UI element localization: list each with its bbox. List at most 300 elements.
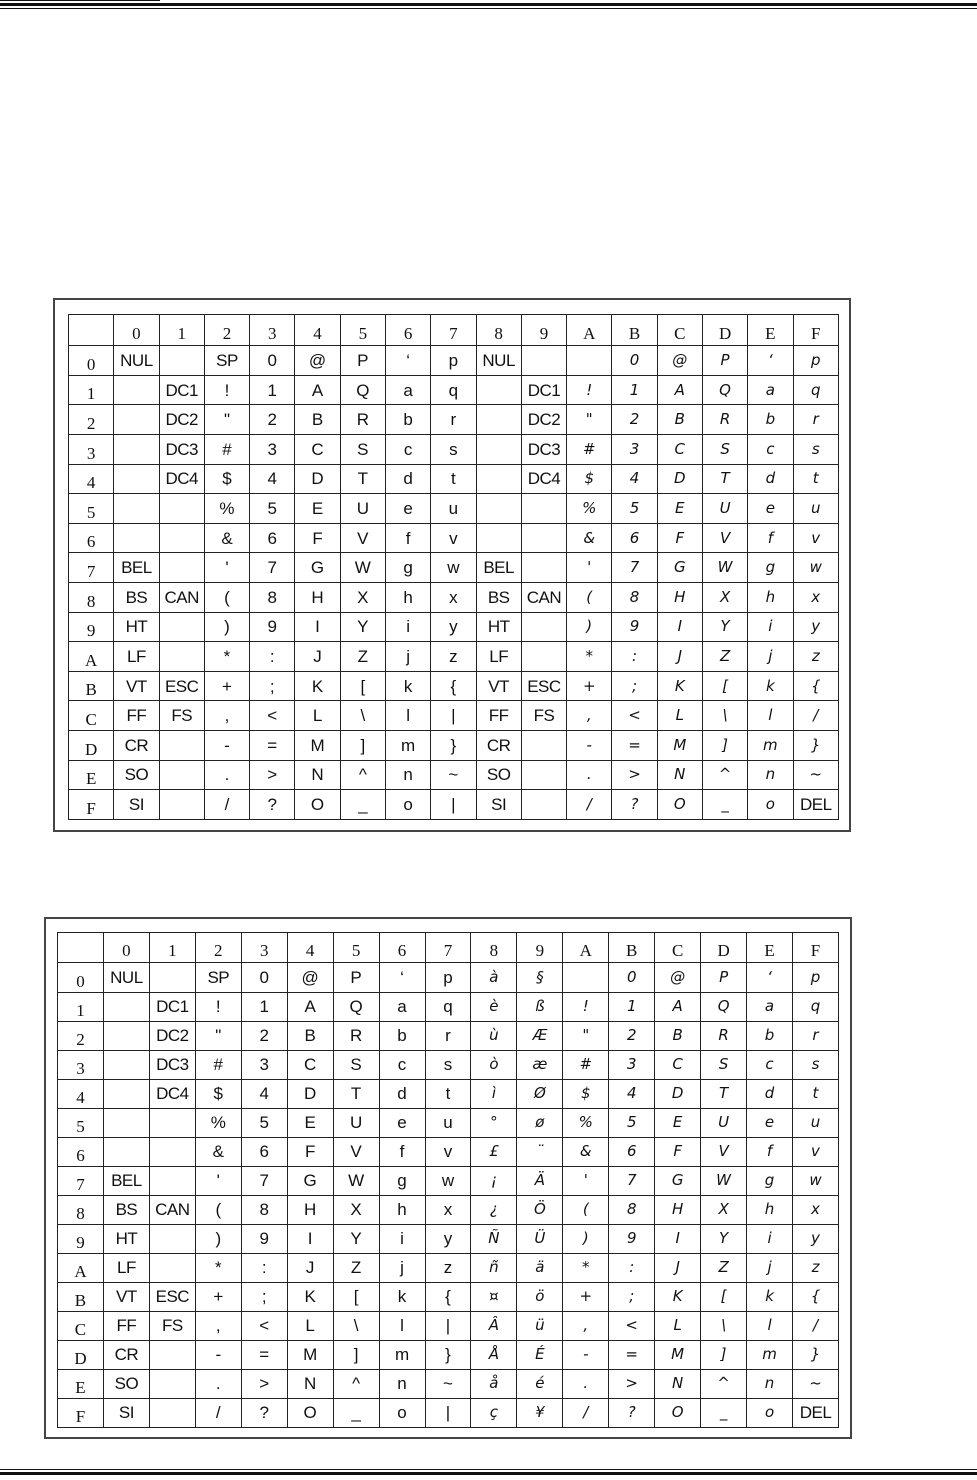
- table-cell: E: [295, 494, 340, 524]
- table-cell: [114, 523, 159, 553]
- table-cell: U: [340, 494, 385, 524]
- table-cell: #: [195, 1050, 241, 1079]
- table-row: [58, 1021, 839, 1050]
- table-cell: [: [333, 1282, 379, 1311]
- table-cell: 7: [612, 553, 657, 583]
- table-cell: [: [702, 671, 747, 701]
- table-cell: HT: [103, 1224, 149, 1253]
- table-cell: i: [385, 612, 430, 642]
- table-cell: [114, 375, 159, 405]
- table-cell: S: [340, 434, 385, 464]
- table-cell: Æ: [517, 1021, 563, 1050]
- table-cell: ^: [333, 1369, 379, 1398]
- table-cell: [159, 642, 204, 672]
- table-cell: p: [793, 963, 839, 992]
- table-cell: è: [471, 992, 517, 1021]
- table-cell: [149, 1398, 195, 1427]
- table-cell: |: [425, 1398, 471, 1427]
- table-cell: L: [655, 1311, 701, 1340]
- table-cell: v: [793, 1137, 839, 1166]
- table-cell: X: [340, 582, 385, 612]
- table-cell: DC2: [521, 405, 566, 435]
- table-cell: \: [702, 701, 747, 731]
- row-header: F: [58, 1398, 104, 1427]
- table-cell: M: [287, 1340, 333, 1369]
- table-cell: 8: [241, 1195, 287, 1224]
- table-cell: q: [793, 992, 839, 1021]
- table-cell: ESC: [149, 1282, 195, 1311]
- table-cell: K: [295, 671, 340, 701]
- row-header: 7: [69, 553, 114, 583]
- row-header: C: [69, 701, 114, 731]
- table-cell: K: [655, 1282, 701, 1311]
- row-header: E: [58, 1369, 104, 1398]
- table-cell: :: [250, 642, 295, 672]
- table-cell: G: [657, 553, 702, 583]
- table-cell: #: [563, 1050, 609, 1079]
- table-cell: 9: [609, 1224, 655, 1253]
- table-cell: Q: [702, 375, 747, 405]
- table-cell: y: [431, 612, 476, 642]
- table-cell: k: [379, 1282, 425, 1311]
- table-row: [58, 1311, 839, 1340]
- table-cell: ?: [609, 1398, 655, 1427]
- table-cell: u: [431, 494, 476, 524]
- table-cell: [159, 760, 204, 790]
- table-cell: [476, 375, 521, 405]
- table-cell: d: [748, 464, 793, 494]
- table-cell: S: [701, 1050, 747, 1079]
- table-cell: ': [204, 553, 249, 583]
- table-cell: (: [204, 582, 249, 612]
- row-header: 7: [58, 1166, 104, 1195]
- table-cell: (: [195, 1195, 241, 1224]
- table-cell: NUL: [114, 346, 159, 376]
- table-cell: /: [204, 790, 249, 820]
- row-header: A: [58, 1253, 104, 1282]
- table-cell: [159, 346, 204, 376]
- row-header: 4: [69, 464, 114, 494]
- table-cell: [476, 434, 521, 464]
- table-cell: p: [425, 963, 471, 992]
- table-cell: ): [204, 612, 249, 642]
- table-cell: DEL: [793, 1398, 839, 1427]
- table-cell: 3: [241, 1050, 287, 1079]
- table-cell: F: [287, 1137, 333, 1166]
- table-cell: 1: [612, 375, 657, 405]
- table-cell: ;: [609, 1282, 655, 1311]
- table-cell: 3: [612, 434, 657, 464]
- table-cell: !: [563, 992, 609, 1021]
- table-cell: W: [701, 1166, 747, 1195]
- column-header: 3: [250, 315, 295, 346]
- table-cell: ?: [250, 790, 295, 820]
- row-header: 9: [58, 1224, 104, 1253]
- table-cell: .: [567, 760, 612, 790]
- table-cell: 2: [612, 405, 657, 435]
- table-cell: 6: [250, 523, 295, 553]
- table-cell: [103, 1079, 149, 1108]
- table-row: [58, 1137, 839, 1166]
- corner-cell: [58, 933, 104, 963]
- table-cell: a: [379, 992, 425, 1021]
- table-cell: [521, 494, 566, 524]
- row-header: 0: [58, 963, 104, 992]
- table-cell: <: [612, 701, 657, 731]
- table-row: [58, 1166, 839, 1195]
- table-cell: [149, 1137, 195, 1166]
- table-cell: q: [793, 375, 839, 405]
- table-cell: B: [655, 1021, 701, 1050]
- table-cell: [114, 434, 159, 464]
- table-cell: -: [195, 1340, 241, 1369]
- table-cell: ~: [793, 760, 839, 790]
- table-cell: 0: [250, 346, 295, 376]
- column-header: C: [655, 933, 701, 963]
- row-header: 6: [69, 523, 114, 553]
- table-cell: CR: [103, 1340, 149, 1369]
- table-cell: >: [241, 1369, 287, 1398]
- table-cell: [103, 992, 149, 1021]
- table-row: [58, 1050, 839, 1079]
- table-row: [69, 671, 839, 701]
- table-cell: DC2: [149, 1021, 195, 1050]
- table-cell: G: [295, 553, 340, 583]
- table-cell: DC1: [159, 375, 204, 405]
- table-cell: o: [747, 1398, 793, 1427]
- table-cell: G: [655, 1166, 701, 1195]
- table-cell: BS: [476, 582, 521, 612]
- table-cell: w: [793, 553, 839, 583]
- table-cell: l: [748, 701, 793, 731]
- table-cell: [567, 346, 612, 376]
- table-cell: U: [333, 1108, 379, 1137]
- table-cell: DC2: [159, 405, 204, 435]
- table-cell: 5: [612, 494, 657, 524]
- table-cell: +: [563, 1282, 609, 1311]
- column-header: 9: [521, 315, 566, 346]
- table-cell: &: [567, 523, 612, 553]
- table-cell: 8: [250, 582, 295, 612]
- table-cell: -: [204, 731, 249, 761]
- table-cell: %: [204, 494, 249, 524]
- table-cell: É: [517, 1340, 563, 1369]
- table-cell: BS: [114, 582, 159, 612]
- table-cell: [149, 1253, 195, 1282]
- table-cell: x: [793, 582, 839, 612]
- table-cell: ,: [567, 701, 612, 731]
- table-cell: h: [747, 1195, 793, 1224]
- table-cell: H: [287, 1195, 333, 1224]
- table-cell: SP: [195, 963, 241, 992]
- table-cell: SI: [103, 1398, 149, 1427]
- table-row: [69, 701, 839, 731]
- table-cell: LF: [103, 1253, 149, 1282]
- table-cell: m: [747, 1340, 793, 1369]
- table-cell: 7: [250, 553, 295, 583]
- table-cell: !: [195, 992, 241, 1021]
- table-cell: [149, 1224, 195, 1253]
- table-cell: 6: [612, 523, 657, 553]
- table-cell: 7: [241, 1166, 287, 1195]
- table-cell: ‘: [385, 346, 430, 376]
- table-cell: [476, 405, 521, 435]
- table-cell: A: [657, 375, 702, 405]
- table-cell: [: [701, 1282, 747, 1311]
- table-cell: d: [379, 1079, 425, 1108]
- column-header: 1: [149, 933, 195, 963]
- table-cell: o: [379, 1398, 425, 1427]
- column-header: B: [612, 315, 657, 346]
- table-cell: i: [747, 1224, 793, 1253]
- table-cell: ;: [612, 671, 657, 701]
- table-cell: [563, 963, 609, 992]
- table-cell: v: [793, 523, 839, 553]
- table-cell: [521, 346, 566, 376]
- table-cell: ): [563, 1224, 609, 1253]
- table-cell: ": [204, 405, 249, 435]
- table-cell: O: [655, 1398, 701, 1427]
- table-cell: ~: [431, 760, 476, 790]
- table-cell: w: [793, 1166, 839, 1195]
- table-cell: [521, 612, 566, 642]
- table-cell: U: [702, 494, 747, 524]
- row-header: D: [58, 1340, 104, 1369]
- table-row: [69, 523, 839, 553]
- table-cell: 4: [250, 464, 295, 494]
- table-cell: y: [425, 1224, 471, 1253]
- column-header: D: [702, 315, 747, 346]
- table-cell: y: [793, 1224, 839, 1253]
- column-header: 5: [333, 933, 379, 963]
- table-row: [58, 1369, 839, 1398]
- table-cell: f: [379, 1137, 425, 1166]
- table-cell: R: [340, 405, 385, 435]
- table-cell: DC3: [521, 434, 566, 464]
- table-cell: ¿: [471, 1195, 517, 1224]
- table-cell: B: [287, 1021, 333, 1050]
- table-cell: +: [567, 671, 612, 701]
- table-cell: [149, 1166, 195, 1195]
- table-row: [58, 1398, 839, 1427]
- table-cell: k: [748, 671, 793, 701]
- table-cell: P: [333, 963, 379, 992]
- table-cell: D: [657, 464, 702, 494]
- table-cell: [149, 1369, 195, 1398]
- table-cell: u: [425, 1108, 471, 1137]
- column-header: C: [657, 315, 702, 346]
- table-cell: t: [793, 1079, 839, 1108]
- table-row: [58, 1195, 839, 1224]
- table-cell: .: [195, 1369, 241, 1398]
- column-header: 4: [295, 315, 340, 346]
- table-cell: =: [250, 731, 295, 761]
- column-header: D: [701, 933, 747, 963]
- column-header: F: [793, 315, 839, 346]
- table-cell: [149, 963, 195, 992]
- table-cell: M: [657, 731, 702, 761]
- table-cell: {: [793, 1282, 839, 1311]
- table-cell: V: [701, 1137, 747, 1166]
- table-cell: b: [385, 405, 430, 435]
- table-cell: ‘: [379, 963, 425, 992]
- table-cell: SO: [103, 1369, 149, 1398]
- table-cell: VT: [103, 1282, 149, 1311]
- table-cell: ": [567, 405, 612, 435]
- table-cell: @: [655, 963, 701, 992]
- table-cell: 2: [609, 1021, 655, 1050]
- table-cell: DC4: [149, 1079, 195, 1108]
- table-cell: @: [657, 346, 702, 376]
- table-cell: A: [655, 992, 701, 1021]
- table-cell: C: [655, 1050, 701, 1079]
- table-cell: c: [379, 1050, 425, 1079]
- table-cell: J: [657, 642, 702, 672]
- table-cell: [159, 790, 204, 820]
- table-row: [58, 1340, 839, 1369]
- table-row: [58, 1282, 839, 1311]
- table-cell: ü: [517, 1311, 563, 1340]
- table-cell: BEL: [103, 1166, 149, 1195]
- column-header: 4: [287, 933, 333, 963]
- header-rule-thick: [0, 3, 977, 6]
- column-header: 9: [517, 933, 563, 963]
- table-cell: C: [657, 434, 702, 464]
- table-cell: L: [287, 1311, 333, 1340]
- column-header: 6: [385, 315, 430, 346]
- row-header: 5: [58, 1108, 104, 1137]
- table-cell: BEL: [476, 553, 521, 583]
- table-cell: _: [701, 1398, 747, 1427]
- table-cell: D: [295, 464, 340, 494]
- table-cell: SI: [114, 790, 159, 820]
- table-cell: T: [701, 1079, 747, 1108]
- table-cell: ESC: [521, 671, 566, 701]
- table-cell: Ü: [517, 1224, 563, 1253]
- table-cell: G: [287, 1166, 333, 1195]
- table-cell: =: [612, 731, 657, 761]
- table-cell: DC1: [521, 375, 566, 405]
- table-cell: ]: [701, 1340, 747, 1369]
- table-cell: Z: [701, 1253, 747, 1282]
- row-header: 9: [69, 612, 114, 642]
- table-cell: 1: [609, 992, 655, 1021]
- table-cell: <: [609, 1311, 655, 1340]
- table-cell: I: [295, 612, 340, 642]
- table-cell: X: [333, 1195, 379, 1224]
- table-cell: X: [701, 1195, 747, 1224]
- row-header: 2: [69, 405, 114, 435]
- table-cell: R: [701, 1021, 747, 1050]
- table-cell: %: [195, 1108, 241, 1137]
- table-cell: [476, 494, 521, 524]
- row-header: 8: [69, 582, 114, 612]
- table-cell: d: [385, 464, 430, 494]
- table-row: [69, 582, 839, 612]
- table-cell: v: [431, 523, 476, 553]
- table-cell: (: [567, 582, 612, 612]
- table-cell: ': [563, 1166, 609, 1195]
- row-header: 2: [58, 1021, 104, 1050]
- table-cell: \: [701, 1311, 747, 1340]
- table-cell: 2: [250, 405, 295, 435]
- table-cell: CR: [114, 731, 159, 761]
- table-cell: w: [425, 1166, 471, 1195]
- table-row: [69, 760, 839, 790]
- table-cell: L: [657, 701, 702, 731]
- table-cell: J: [655, 1253, 701, 1282]
- table-cell: Z: [340, 642, 385, 672]
- table-cell: ): [567, 612, 612, 642]
- table-cell: CAN: [521, 582, 566, 612]
- table-cell: >: [609, 1369, 655, 1398]
- table-cell: w: [431, 553, 476, 583]
- column-header: 0: [114, 315, 159, 346]
- column-header: 6: [379, 933, 425, 963]
- table-cell: _: [702, 790, 747, 820]
- table-cell: H: [655, 1195, 701, 1224]
- table-cell: I: [287, 1224, 333, 1253]
- table-cell: 3: [250, 434, 295, 464]
- table-cell: Ö: [517, 1195, 563, 1224]
- table-row: [58, 992, 839, 1021]
- table-cell: ß: [517, 992, 563, 1021]
- table-cell: [159, 553, 204, 583]
- table-cell: W: [340, 553, 385, 583]
- table-cell: ¥: [517, 1398, 563, 1427]
- table-cell: P: [701, 963, 747, 992]
- table-cell: q: [425, 992, 471, 1021]
- table-cell: ': [567, 553, 612, 583]
- table-cell: 9: [241, 1224, 287, 1253]
- table-cell: W: [333, 1166, 379, 1195]
- table-cell: =: [609, 1340, 655, 1369]
- table-cell: ]: [702, 731, 747, 761]
- table-cell: LF: [114, 642, 159, 672]
- table-row: [69, 612, 839, 642]
- table-cell: #: [204, 434, 249, 464]
- table-cell: i: [748, 612, 793, 642]
- table-cell: HT: [114, 612, 159, 642]
- table-cell: ö: [517, 1282, 563, 1311]
- table-cell: [521, 553, 566, 583]
- table-cell: e: [379, 1108, 425, 1137]
- table-cell: }: [425, 1340, 471, 1369]
- table-cell: à: [471, 963, 517, 992]
- table-cell: A: [287, 992, 333, 1021]
- row-header: A: [69, 642, 114, 672]
- table-cell: a: [385, 375, 430, 405]
- table-cell: £: [471, 1137, 517, 1166]
- table-cell: Â: [471, 1311, 517, 1340]
- table-cell: ^: [340, 760, 385, 790]
- table-row: [69, 375, 839, 405]
- row-header: 6: [58, 1137, 104, 1166]
- table-cell: z: [425, 1253, 471, 1282]
- row-header: B: [69, 671, 114, 701]
- column-header: E: [748, 315, 793, 346]
- table-cell: ø: [517, 1108, 563, 1137]
- table-cell: <: [241, 1311, 287, 1340]
- table-cell: x: [425, 1195, 471, 1224]
- table-cell: /: [195, 1398, 241, 1427]
- table-cell: [521, 523, 566, 553]
- table-cell: [103, 1021, 149, 1050]
- table-cell: ì: [471, 1079, 517, 1108]
- table-cell: (: [563, 1195, 609, 1224]
- table-cell: ': [195, 1166, 241, 1195]
- table-cell: T: [702, 464, 747, 494]
